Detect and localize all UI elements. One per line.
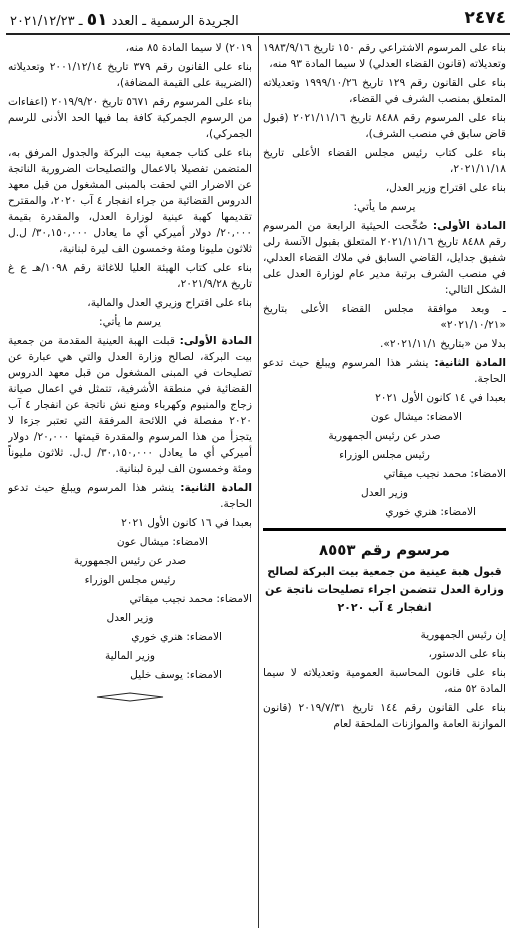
article-2 — [8, 480, 252, 512]
signature: رئيس مجلس الوزراء — [84, 574, 176, 586]
signature-date: بعبدا في ١٤ كانون الأول ٢٠٢١ — [375, 392, 506, 404]
paragraph: بناء على القانون رقم ١٤٤ تاريخ ٢٠١٩/٧/٣١ (قانون الموازنة العامة والموازنات الملحقة لعام — [263, 702, 506, 730]
article-label: المادة الأولى: — [432, 220, 506, 232]
signature: وزير المالية — [104, 650, 156, 662]
article-text: ينشر هذا المرسوم ويبلغ حيث تدعو الحاجة. — [263, 357, 506, 385]
paragraph: بناء على كتاب رئيس مجلس القضاء الأعلى تاريخ ٢٠٢١/١١/١٨، — [263, 147, 506, 175]
paragraph: بناء على المرسوم رقم ٨٤٨٨ تاريخ ٢٠٢١/١١/١٦ (قبول قاض سابق في منصب الشرف)، — [263, 112, 506, 140]
paragraph: بناء على المرسوم الاشتراعي رقم ١٥٠ تاريخ ١٩٨٣/٩/١٦ وتعديلاته (قانون القضاء العدلي) لا سيما المادة ٩٣ منه، — [263, 42, 506, 70]
issue-date: ـ ٢٠٢١/١٢/٢٣ — [10, 14, 83, 29]
decree-formula: يرسم ما يأتي: — [99, 316, 161, 328]
signature: صدر عن رئيس الجمهورية — [73, 555, 187, 567]
paragraph: بناء على اقتراح وزير العدل، — [385, 182, 506, 194]
header-rule — [6, 33, 510, 35]
article-label: المادة الثانية: — [180, 482, 252, 494]
signature: الامضاء: محمد نجيب ميقاتي — [383, 468, 506, 480]
decree-subtitle: قبول هبة عينية من جمعية بيت البركة لصالح وزارة العدل تتضمن اجراء تصليحات ناتجة عن انفجار ٤ آب ٢٠٢٠ — [265, 565, 504, 614]
section-separator — [263, 528, 506, 531]
end-diamond-icon — [95, 692, 165, 702]
signature: صدر عن رئيس الجمهورية — [328, 430, 441, 442]
decree-formula: يرسم ما يأتي: — [353, 201, 416, 213]
signature: الامضاء: محمد نجيب ميقاتي — [129, 593, 252, 605]
paragraph: ٢٠١٩) لا سيما المادة ٨٥ منه، — [125, 42, 252, 54]
left-column — [8, 40, 252, 930]
page-header — [10, 8, 506, 34]
article-text: قبلت الهبة العينية المقدمة من جمعية بيت البركة، لصالح وزارة العدل والتي هي عبارة عن تصليحات في المبنى المشغول من قبل معهد الدروس القضائية في منطقة الأشرفية، تتمثل في اعمال صيانة زجاج والمنيوم وكهرباء ومنع نش ناتجة عن انفجار ٤ آب ٢٠٢٠ مفصلة في اللائحة المرفقة التي تعتبر جزءا لا يتجزأ من هذا المرسوم والمقدرة قيمتها ٢٠,٠٠٠/ دولار أميركي أي ما يعادل ٣٠,١٥٠,٠٠٠/ ل.ل. ثلاثون مليوناً ومئة وخمسون الف ليرة لبنانية. — [8, 335, 252, 475]
page-number: ٢٤٧٤ — [464, 8, 506, 28]
paragraph: إن رئيس الجمهورية — [420, 629, 506, 641]
paragraph: بناء على الدستور، — [428, 648, 506, 660]
end-mark — [8, 687, 252, 706]
paragraph: بناء على كتاب جمعية بيت البركة والجدول المرفق به، المتضمن تفصيلا بالاعمال والتصليحات الضرورية الناتجة عن الاضرار التي لحقت بالمبنى المشغول من قبل معهد الدروس القضائية من جراء انفجار ٤ آب ٢٠٢٠، والمقترح تقديمها كهبة عينية لوزارة العدل، والمقدرة بقيمة ٢٠,٠٠٠/ دولار أميركي أي ما يعادل ٣٠,١٥٠,٠٠٠/ ل.ل ثلاثون مليونا ومئة وخمسون الف ليرة لبنانية، — [8, 147, 252, 255]
signature: وزير العدل — [106, 612, 154, 624]
article-1 — [263, 218, 506, 298]
quoted-correction: بدلا من «بتاريخ ٢٠٢١/١١/١». — [380, 338, 506, 350]
signature-date: بعبدا في ١٦ كانون الأول ٢٠٢١ — [121, 517, 252, 529]
article-text: ينشر هذا المرسوم ويبلغ حيث تدعو الحاجة. — [8, 482, 252, 510]
column-divider — [258, 36, 259, 928]
signature: الامضاء: هنري خوري — [385, 506, 476, 518]
decree-title: مرسوم رقم ٨٥٥٣ — [318, 541, 451, 559]
signature: الامضاء: هنري خوري — [131, 631, 222, 643]
signature: رئيس مجلس الوزراء — [339, 449, 430, 461]
signature: الامضاء: يوسف خليل — [130, 669, 222, 681]
gazette-name: الجريدة الرسمية ـ العدد — [111, 14, 239, 29]
signature: وزير العدل — [361, 487, 408, 499]
signature: الامضاء: ميشال عون — [370, 411, 462, 423]
paragraph: بناء على المرسوم رقم ٥٦٧١ تاريخ ٢٠١٩/٩/٢٠ (اعفاءات من الرسوم الجمركية كافة بما فيها الحد الأدنى للرسم الجمركي)، — [8, 96, 252, 140]
paragraph: بناء على قانون المحاسبة العمومية وتعديلاته لا سيما المادة ٥٢ منه، — [263, 667, 506, 695]
quoted-correction: ـ وبعد موافقة مجلس القضاء الأعلى بتاريخ «٢٠٢١/١٠/٢١» — [263, 303, 506, 331]
signature: الامضاء: ميشال عون — [116, 536, 208, 548]
article-2 — [263, 355, 506, 387]
paragraph: بناء على القانون رقم ١٢٩ تاريخ ١٩٩٩/١٠/٢٦ وتعديلاته المتعلق بمنصب الشرف في القضاء، — [263, 77, 506, 105]
article-label: المادة الأولى: — [179, 335, 252, 347]
article-text: صُحِّحت الحيثية الرابعة من المرسوم رقم ٨٤٨٨ تاريخ ٢٠٢١/١١/١٦ المتعلق بقبول الآنسة رلى شفيق جدايل، القاضي السابق في ملاك القضاء العدلي، في منصب الشرف برتبة مدير عام لوزارة العدل على الشكل التالي: — [263, 220, 506, 296]
paragraph: بناء على كتاب الهيئة العليا للاغاثة رقم ١٠٩٨/هـ ع غ تاريخ ٢٠٢١/٩/٢٨، — [8, 262, 252, 290]
paragraph: بناء على اقتراح وزيري العدل والمالية، — [87, 297, 252, 309]
article-label: المادة الثانية: — [434, 357, 506, 369]
right-column — [263, 40, 506, 930]
gazette-title — [10, 10, 239, 30]
issue-number: ٥١ — [86, 10, 108, 30]
article-1 — [8, 333, 252, 477]
paragraph: بناء على القانون رقم ٣٧٩ تاريخ ٢٠٠١/١٢/١٤ وتعديلاته (الضريبة على القيمة المضافة)، — [8, 61, 252, 89]
